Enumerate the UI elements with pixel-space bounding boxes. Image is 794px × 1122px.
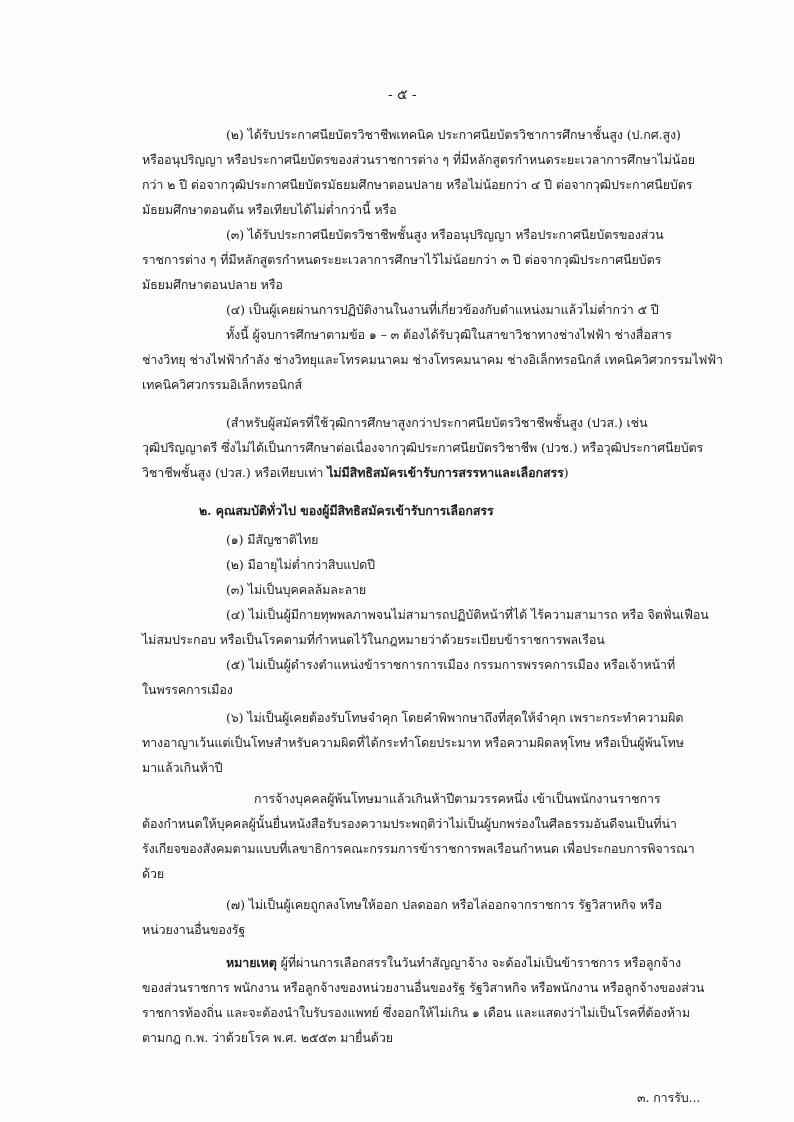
general-item-1: (๑) มีสัญชาติไทย: [226, 532, 319, 547]
general-item-7-line-2: หน่วยงานอื่นของรัฐ: [142, 922, 246, 937]
higher-degree-note-line-2: วุฒิปริญญาตรี ซึ่งไม่ได้เป็นการศึกษาต่อเนื่องจากวุฒิประกาศนียบัตรวิชาชีพ (ปวช.) หรือวุฒิประกาศนียบัตร: [142, 440, 704, 455]
general-item-4-line-2: ไม่สมประกอบ หรือเป็นโรคตามที่กำหนดไว้ในกฎหมายว่าด้วยระเบียบข้าราชการพลเรือน: [142, 632, 605, 647]
general-item-6-note-line-4: ด้วย: [142, 866, 165, 881]
qualification-2-line-1: (๒) ได้รับประกาศนียบัตรวิชาชีพเทคนิค ประกาศนียบัตรวิชาการศึกษาชั้นสูง (ป.กศ.สูง): [226, 127, 681, 142]
higher-degree-note-suffix: ): [563, 465, 569, 480]
remark-line-1: [226, 954, 681, 972]
general-item-6-note-line-2: ต้องกำหนดให้บุคคลผู้นั้นยื่นหนังสือรับรองความประพฤติว่าไม่เป็นผู้บกพร่องในศีลธรรมอันดีจนเป็นที่น่า: [142, 816, 677, 831]
higher-degree-note-line-1: (สำหรับผู้สมัครที่ใช้วุฒิการศึกษาสูงกว่าประกาศนียบัตรวิชาชีพชั้นสูง (ปวส.) เช่น: [226, 415, 648, 430]
general-section-heading: ๒. คุณสมบัติทั่วไป ของผู้มีสิทธิสมัครเข้ารับการเลือกสรร: [199, 503, 494, 518]
qualification-4-line-1: (๔) เป็นผู้เคยผ่านการปฏิบัติงานในงานที่เกี่ยวข้องกับตำแหน่งมาแล้วไม่ต่ำกว่า ๕ ปี: [226, 302, 659, 317]
remark-label: หมายเหตุ: [226, 955, 277, 970]
general-item-3: (๓) ไม่เป็นบุคคลล้มละลาย: [226, 582, 367, 597]
general-item-6-line-1: (๖) ไม่เป็นผู้เคยต้องรับโทษจำคุก โดยคำพิพากษาถึงที่สุดให้จำคุก เพราะกระทำความผิด: [226, 710, 684, 725]
remark-line-2: ของส่วนราชการ พนักงาน หรือลูกจ้างของหน่วยงานอื่นของรัฐ รัฐวิสาหกิจ หรือพนักงาน หรือลูกจ้างของส่วน: [142, 980, 705, 995]
field-note-line-1: ทั้งนี้ ผู้จบการศึกษาตามข้อ ๑ – ๓ ต้องได้รับวุฒิในสาขาวิชาทางช่างไฟฟ้า ช่างสื่อสาร: [226, 327, 672, 342]
general-item-4-line-1: (๔) ไม่เป็นผู้มีกายทุพพลภาพจนไม่สามารถปฏิบัติหน้าที่ได้ ไร้ความสามารถ หรือ จิตฟั่นเฟือน: [226, 607, 709, 622]
higher-degree-note-restriction: ไม่มีสิทธิสมัครเข้ารับการสรรหาและเลือกสรร: [327, 465, 564, 480]
general-item-2: (๒) มีอายุไม่ต่ำกว่าสิบแปดปี: [226, 557, 375, 572]
qualification-3-line-3: มัธยมศึกษาตอนปลาย หรือ: [142, 277, 283, 292]
general-item-5-line-2: ในพรรคการเมือง: [142, 682, 233, 697]
general-item-7-line-1: (๗) ไม่เป็นผู้เคยถูกลงโทษให้ออก ปลดออก หรือไล่ออกจากราชการ รัฐวิสาหกิจ หรือ: [226, 897, 662, 912]
qualification-3-line-2: ราชการต่าง ๆ ที่มีหลักสูตรกำหนดระยะเวลาการศึกษาไว้ไม่น้อยกว่า ๓ ปี ต่อจากวุฒิประกาศนียบัตร: [142, 252, 662, 267]
remark-line-3: ราชการท้องถิ่น และจะต้องนำใบรับรองแพทย์ ซึ่งออกให้ไม่เกิน ๑ เดือน และแสดงว่าไม่เป็นโรคที่ต้องห้าม: [142, 1005, 690, 1020]
field-note-line-3: เทคนิควิศวกรรมอิเล็กทรอนิกส์: [142, 377, 303, 392]
higher-degree-note-line-3: [142, 464, 569, 482]
qualification-3-line-1: (๓) ได้รับประกาศนียบัตรวิชาชีพชั้นสูง หรืออนุปริญญา หรือประกาศนียบัตรของส่วน: [226, 227, 664, 242]
general-item-6-line-3: มาแล้วเกินห้าปี: [142, 760, 223, 775]
continuation-marker: ๓. การรับ...: [637, 1090, 701, 1105]
general-item-6-note-line-1: การจ้างบุคคลผู้พ้นโทษมาแล้วเกินห้าปีตามวรรคหนึ่ง เข้าเป็นพนักงานราชการ: [254, 791, 661, 806]
remark-line-4: ตามกฎ ก.พ. ว่าด้วยโรค พ.ศ. ๒๕๕๓ มายื่นด้วย: [142, 1030, 393, 1045]
general-item-6-note-line-3: รังเกียจของสังคมตามแบบที่เลขาธิการคณะกรรมการข้าราชการพลเรือนกำหนด เพื่อประกอบการพิจารณา: [142, 841, 695, 856]
qualification-2-line-3: กว่า ๒ ปี ต่อจากวุฒิประกาศนียบัตรมัธยมศึกษาตอนปลาย หรือไม่น้อยกว่า ๔ ปี ต่อจากวุฒิประกาศนียบัตร: [142, 177, 693, 192]
page-number: - ๕ -: [388, 87, 417, 103]
remark-line-1-text: ผู้ที่ผ่านการเลือกสรรในวันทำสัญญาจ้าง จะต้องไม่เป็นข้าราชการ หรือลูกจ้าง: [276, 955, 682, 970]
higher-degree-note-prefix: วิชาชีพชั้นสูง (ปวส.) หรือเทียบเท่า: [142, 465, 328, 480]
general-item-6-line-2: ทางอาญาเว้นแต่เป็นโทษสำหรับความผิดที่ได้กระทำโดยประมาท หรือความผิดลหุโทษ หรือเป็นผู้พ้นโทษ: [142, 735, 684, 750]
qualification-2-line-4: มัธยมศึกษาตอนต้น หรือเทียบได้ไม่ต่ำกว่านี้ หรือ: [142, 202, 397, 217]
field-note-line-2: ช่างวิทยุ ช่างไฟฟ้ากำลัง ช่างวิทยุและโทรคมนาคม ช่างโทรคมนาคม ช่างอิเล็กทรอนิกส์ เทคนิควิศวกรรมไฟฟ้า: [142, 352, 723, 367]
qualification-2-line-2: หรืออนุปริญญา หรือประกาศนียบัตรของส่วนราชการต่าง ๆ ที่มีหลักสูตรกำหนดระยะเวลาการศึกษาไม่น้อย: [142, 152, 696, 167]
general-item-5-line-1: (๕) ไม่เป็นผู้ดำรงตำแหน่งข้าราชการการเมือง กรรมการพรรคการเมือง หรือเจ้าหน้าที่: [226, 657, 676, 672]
